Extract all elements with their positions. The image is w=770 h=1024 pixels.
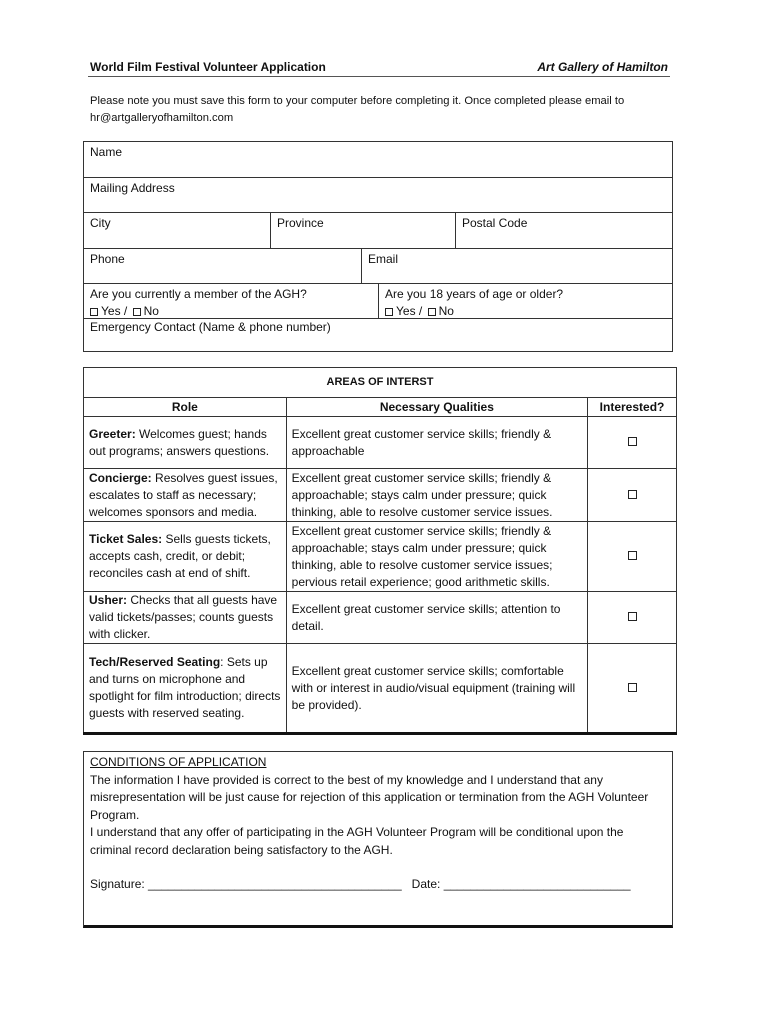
- qualities-cell: Excellent great customer service skills; comfortable with or interest in audio/visual equipment (training will be provided).: [286, 644, 587, 734]
- note-line-1: Please note you must save this form to your computer before completing it. Once completed please email to: [90, 95, 625, 107]
- age-question: [378, 284, 672, 318]
- date-field[interactable]: Date: ____________________________: [411, 877, 631, 891]
- role-name: Ticket Sales:: [89, 532, 163, 546]
- role-name: Usher:: [89, 593, 128, 607]
- member-yes-label: Yes /: [101, 304, 128, 318]
- applicant-info-form: [83, 141, 673, 352]
- age-no-checkbox[interactable]: [428, 308, 436, 316]
- role-name: Greeter:: [89, 426, 136, 441]
- member-question: [84, 284, 378, 318]
- qualities-cell: Excellent great customer service skills; friendly & approachable: [286, 417, 587, 469]
- member-yes-checkbox[interactable]: [90, 308, 98, 316]
- conditions-paragraph-2: I understand that any offer of participating in the AGH Volunteer Program will be conditional upon the criminal record declaration being satisfactory to the AGH.: [90, 825, 624, 857]
- areas-of-interest-table: [83, 367, 677, 735]
- age-question-label: Are you 18 years of age or older?: [385, 287, 564, 301]
- qualities-cell: Excellent great customer service skills; friendly & approachable; stays calm under pressure; quick thinking, able to resolve customer service issues.: [286, 469, 587, 522]
- emergency-contact-field[interactable]: [84, 317, 672, 351]
- conditions-paragraph-1: The information I have provided is correct to the best of my knowledge and I understand that any misrepresentation will be just cause for rejection of this application or termination from the AGH Volunteer Program.: [90, 772, 649, 822]
- city-label: City: [90, 216, 111, 230]
- interest-cell: [588, 522, 677, 592]
- member-no-checkbox[interactable]: [133, 308, 141, 316]
- interest-cell: [588, 469, 677, 522]
- qualities-column-header: Necessary Qualities: [286, 398, 587, 417]
- ticket-sales-checkbox[interactable]: [628, 551, 637, 560]
- phone-label: Phone: [90, 252, 125, 266]
- mailing-address-field[interactable]: [84, 178, 672, 212]
- areas-title: AREAS OF INTERST: [84, 368, 677, 398]
- role-description: Resolves guest issues, escalates to staff as necessary; welcomes sponsors and media.: [89, 470, 278, 519]
- name-field[interactable]: [84, 142, 672, 177]
- age-yes-checkbox[interactable]: [385, 308, 393, 316]
- city-field[interactable]: [84, 213, 270, 248]
- interested-column-header: Interested?: [588, 398, 677, 417]
- table-row: [84, 592, 677, 644]
- table-row: [84, 469, 677, 522]
- member-question-label: Are you currently a member of the AGH?: [90, 287, 307, 301]
- role-name: Concierge:: [89, 470, 152, 485]
- address-row: [84, 178, 672, 213]
- phone-field[interactable]: [84, 249, 361, 283]
- age-no-label: No: [438, 304, 454, 318]
- questions-row: [84, 284, 672, 319]
- usher-checkbox[interactable]: [628, 612, 637, 621]
- member-no-label: No: [143, 304, 159, 318]
- postal-code-label: Postal Code: [462, 216, 528, 230]
- age-yes-label: Yes /: [396, 304, 423, 318]
- table-row: [84, 644, 677, 734]
- role-cell: [84, 522, 287, 592]
- conditions-section: [83, 751, 673, 928]
- role-cell: [84, 592, 287, 644]
- role-description: : Sets up and turns on microphone and spotlight for film introduction; directs guests with reserved seating.: [89, 655, 281, 720]
- name-row: [84, 142, 672, 178]
- organization-name: Art Gallery of Hamilton: [537, 60, 668, 74]
- table-row: [84, 417, 677, 469]
- location-row: [84, 213, 672, 249]
- tech-seating-checkbox[interactable]: [628, 683, 637, 692]
- province-field[interactable]: [270, 213, 455, 248]
- role-description: Checks that all guests have valid tickets/passes; counts guests with clicker.: [89, 593, 278, 641]
- email-label: Email: [368, 252, 399, 266]
- table-row: [84, 522, 677, 592]
- emergency-contact-label: Emergency Contact (Name & phone number): [90, 320, 331, 334]
- role-name: Tech/Reserved Seating: [89, 655, 221, 669]
- name-label: Name: [90, 145, 123, 159]
- email-field[interactable]: [361, 249, 672, 283]
- page-header: [88, 60, 670, 77]
- role-cell: [84, 469, 287, 522]
- qualities-cell: Excellent great customer service skills; attention to detail.: [286, 592, 587, 644]
- mailing-address-label: Mailing Address: [90, 181, 175, 195]
- qualities-cell: Excellent great customer service skills; friendly & approachable; stays calm under pressure; quick thinking, able to resolve customer service issues; pervious retail experience; good arithmetic skills.: [286, 522, 587, 592]
- instructions-note: [90, 93, 670, 127]
- signature-line: [90, 876, 666, 894]
- email-address[interactable]: hr@artgalleryofhamilton.com: [90, 112, 234, 124]
- interest-cell: [588, 644, 677, 734]
- role-description: Welcomes guest; hands out programs; answers questions.: [89, 426, 270, 458]
- form-title: World Film Festival Volunteer Application: [90, 60, 326, 74]
- concierge-checkbox[interactable]: [628, 490, 637, 499]
- role-cell: [84, 644, 287, 734]
- role-cell: [84, 417, 287, 469]
- greeter-checkbox[interactable]: [628, 437, 637, 446]
- conditions-heading: CONDITIONS OF APPLICATION: [90, 755, 267, 769]
- role-column-header: Role: [84, 398, 287, 417]
- signature-field[interactable]: Signature: ______________________________________: [90, 877, 402, 891]
- contact-row: [84, 249, 672, 284]
- postal-code-field[interactable]: [455, 213, 672, 248]
- interest-cell: [588, 592, 677, 644]
- role-description: Sells guests tickets, accepts cash, credit, or debit; reconciles cash at end of shift.: [89, 532, 271, 580]
- province-label: Province: [277, 216, 324, 230]
- interest-cell: [588, 417, 677, 469]
- emergency-row: [84, 319, 672, 351]
